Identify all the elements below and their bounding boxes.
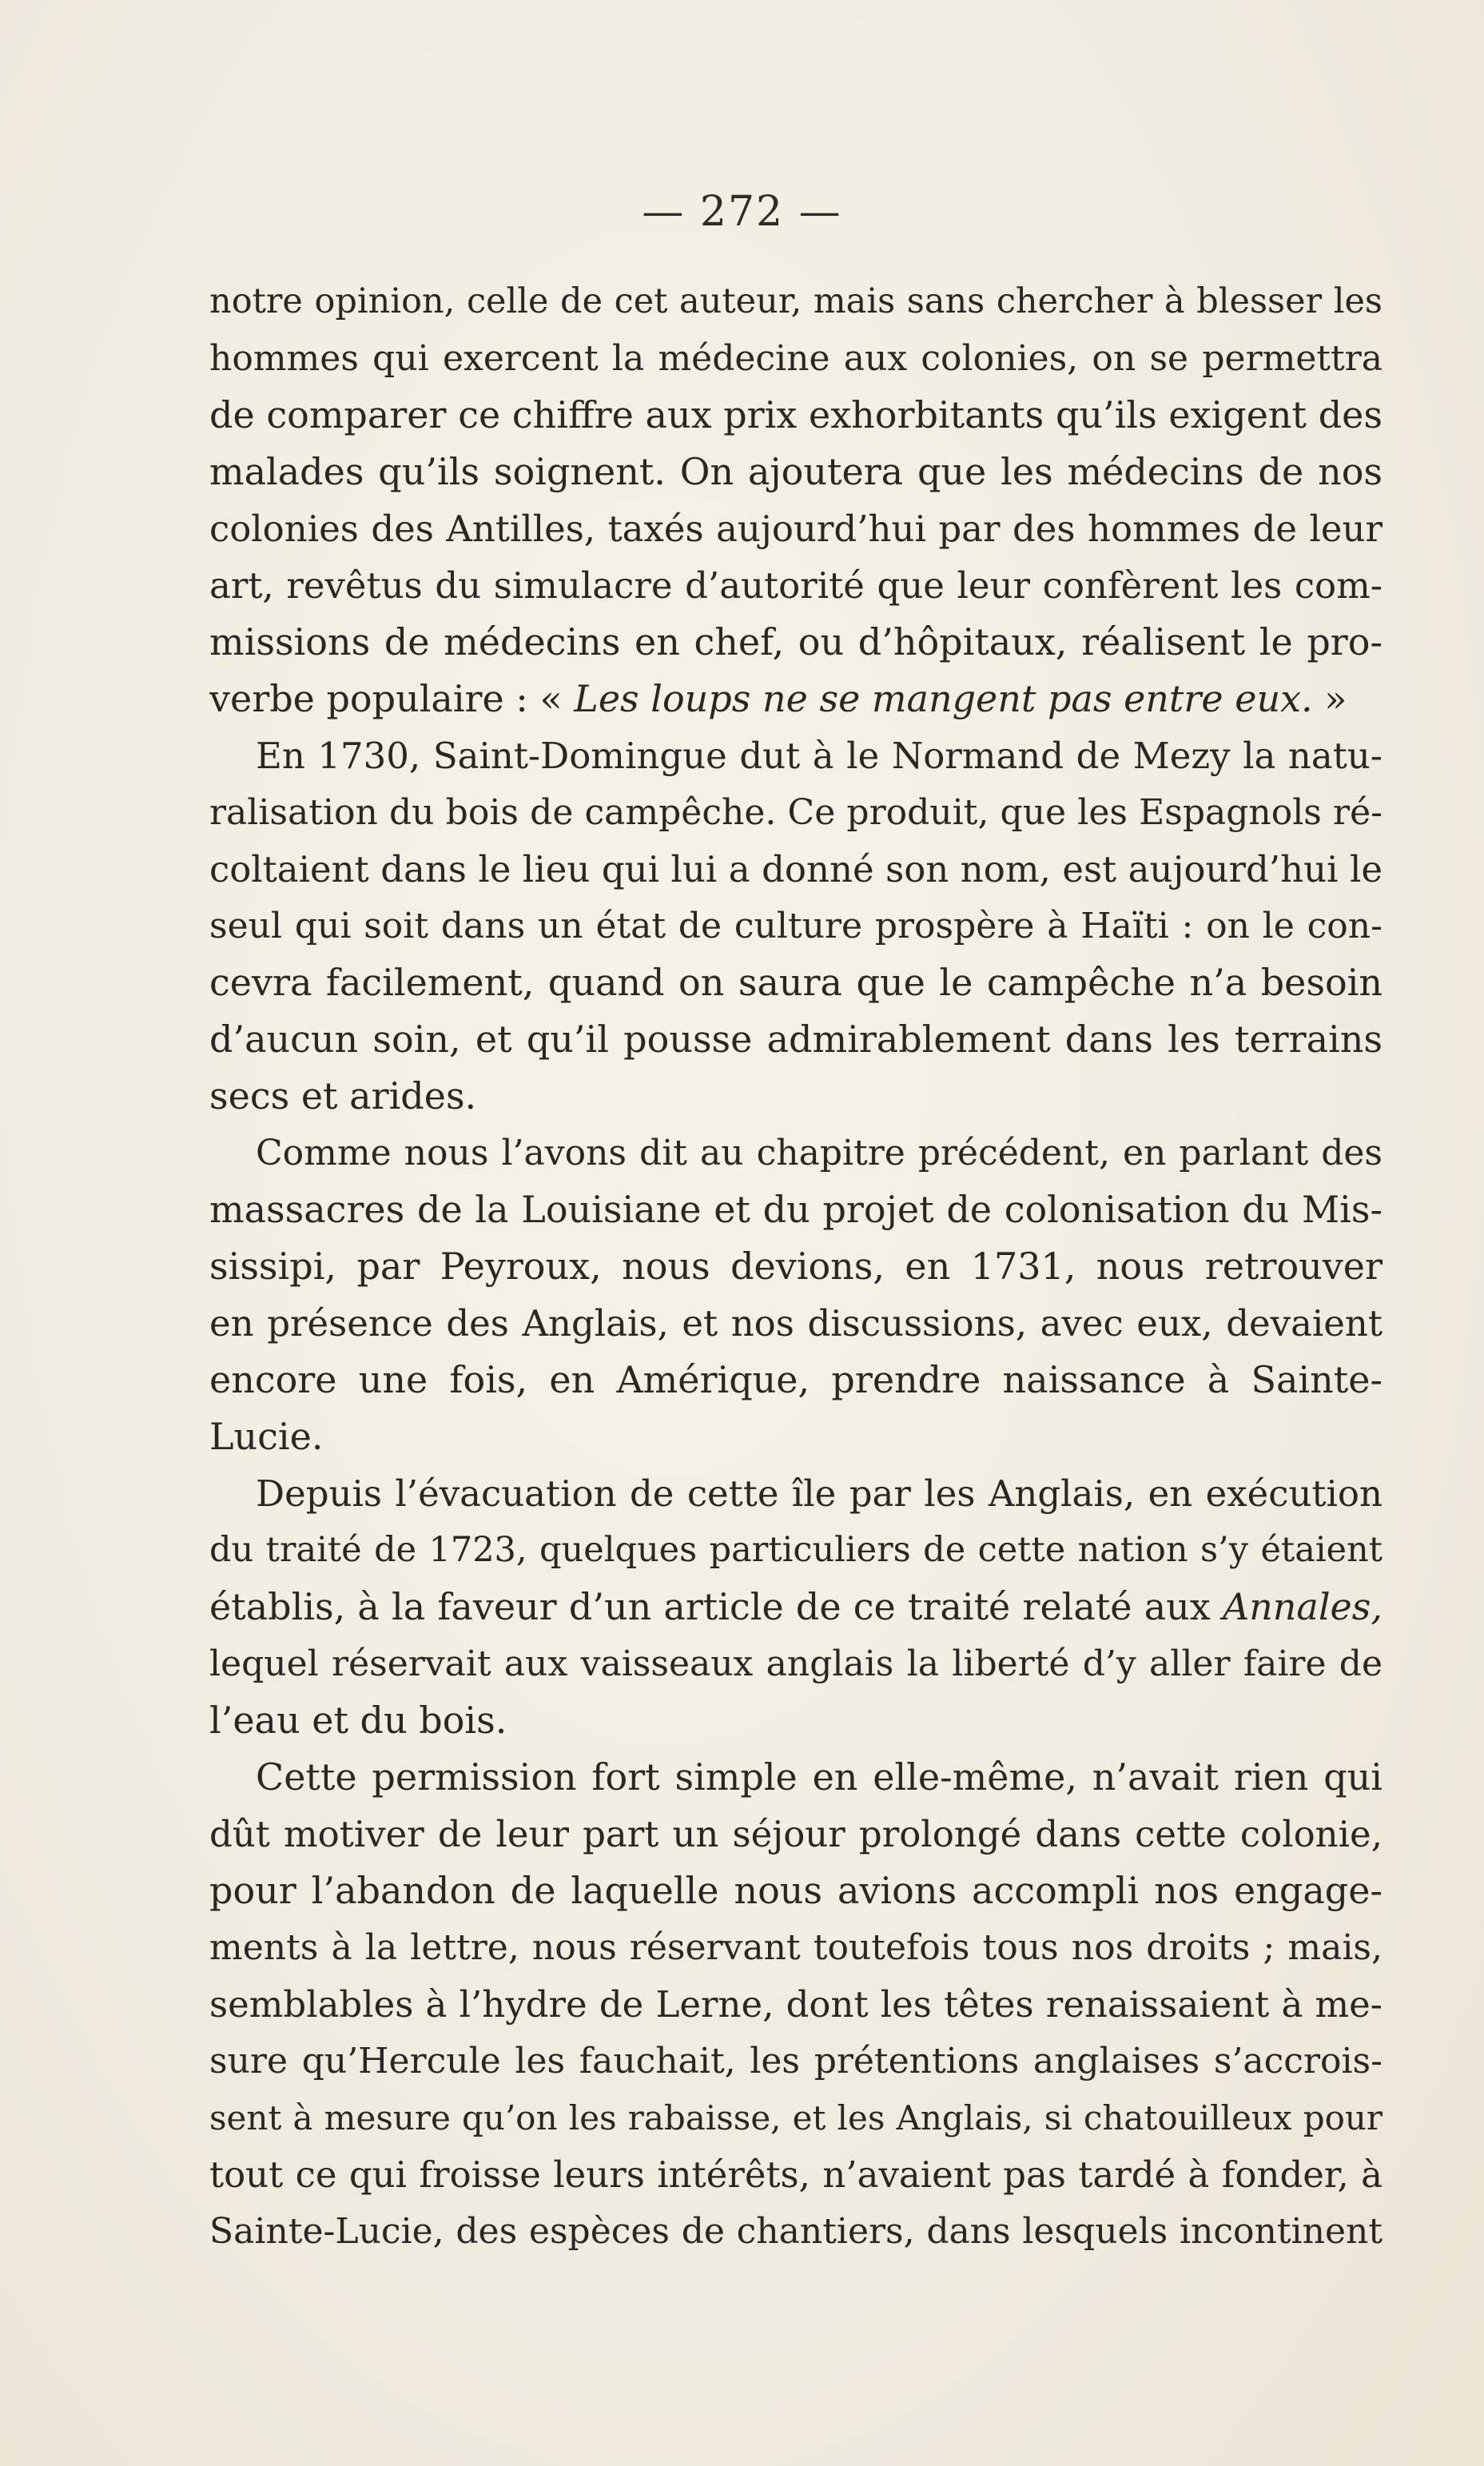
text-line: Sainte-Lucie, des espèces de chantiers, dans lesquels incontinent bbox=[209, 2211, 1383, 2252]
text-line: du traité de 1723, quelques particuliers de cette nation s’y étaient bbox=[209, 1530, 1383, 1570]
text-line: l’eau et du bois. bbox=[209, 1699, 507, 1742]
text-line: lequel réservait aux vaisseaux anglais la liberté d’y aller faire de bbox=[209, 1643, 1383, 1684]
text-line: missions de médecins en chef, ou d’hôpitaux, réalisent le pro- bbox=[209, 620, 1383, 663]
text-segment: établis, à la faveur d’un article de ce traité relaté aux bbox=[209, 1585, 1223, 1628]
text-line: dût motiver de leur part un séjour prolongé dans cette colonie, bbox=[209, 1813, 1383, 1855]
text-line bbox=[209, 1579, 1383, 1635]
text-line: en présence des Anglais, et nos discussions, avec eux, devaient bbox=[209, 1302, 1383, 1345]
text-line: ralisation du bois de campêche. Ce produit, que les Espagnols ré- bbox=[209, 792, 1383, 833]
text-line: massacres de la Louisiane et du projet de colonisation du Mis- bbox=[209, 1188, 1383, 1231]
text-line: Comme nous l’avons dit au chapitre précédent, en parlant des bbox=[256, 1133, 1383, 1173]
text-line: encore une fois, en Amérique, prendre naissance à Sainte- bbox=[209, 1358, 1383, 1401]
text-line: d’aucun soin, et qu’il pousse admirablement dans les terrains bbox=[209, 1018, 1383, 1061]
text-line: En 1730, Saint-Domingue dut à le Normand de Mezy la natu- bbox=[256, 735, 1383, 777]
text-line: seul qui soit dans un état de culture prospère à Haïti : on le con- bbox=[209, 906, 1383, 946]
text-line: pour l’abandon de laquelle nous avions accompli nos engage- bbox=[209, 1869, 1383, 1912]
text-line: Lucie. bbox=[209, 1415, 324, 1458]
italic-phrase: Annales, bbox=[1222, 1585, 1383, 1628]
text-line: malades qu’ils soignent. On ajoutera que les médecins de nos bbox=[209, 450, 1383, 493]
text-line: sissipi, par Peyroux, nous devions, en 1731, nous retrouver bbox=[209, 1245, 1383, 1288]
text-line: cevra facilement, quand on saura que le campêche n’a besoin bbox=[209, 961, 1383, 1004]
body-text bbox=[209, 273, 1383, 2260]
text-line: hommes qui exercent la médecine aux colonies, on se permettra bbox=[209, 338, 1383, 379]
text-line: colonies des Antilles, taxés aujourd’hui par des hommes de leur bbox=[209, 508, 1383, 550]
text-segment: verbe populaire : « bbox=[209, 677, 575, 720]
text-line: ments à la lettre, nous réservant toutefois tous nos droits ; mais, bbox=[209, 1927, 1383, 1968]
text-line: sent à mesure qu’on les rabaisse, et les Anglais, si chatouilleux pour bbox=[209, 2098, 1383, 2137]
text-line: sure qu’Hercule les fauchait, les prétentions anglaises s’accrois- bbox=[209, 2041, 1383, 2082]
text-line: Depuis l’évacuation de cette île par les Anglais, en exécution bbox=[256, 1472, 1383, 1515]
text-line: semblables à l’hydre de Lerne, dont les têtes renaissaient à me- bbox=[209, 1983, 1383, 2026]
text-line: coltaient dans le lieu qui lui a donné son nom, est aujourd’hui le bbox=[209, 848, 1383, 890]
text-line: art, revêtus du simulacre d’autorité que leur confèrent les com- bbox=[209, 564, 1383, 607]
text-line: Cette permission fort simple en elle-même, n’avait rien qui bbox=[256, 1755, 1383, 1799]
text-line: de comparer ce chiffre aux prix exhorbitants qu’ils exigent des bbox=[209, 393, 1383, 436]
italic-phrase: Les loups ne se mangent pas entre eux. bbox=[574, 677, 1313, 720]
page-number: — 272 — bbox=[642, 188, 842, 236]
text-segment: » bbox=[1312, 677, 1347, 720]
text-line: tout ce qui froisse leurs intérêts, n’avaient pas tardé à fonder, à bbox=[209, 2153, 1383, 2196]
text-line: secs et arides. bbox=[209, 1074, 477, 1117]
text-line bbox=[209, 671, 1383, 727]
text-line: notre opinion, celle de cet auteur, mais sans chercher à blesser les bbox=[209, 281, 1383, 321]
